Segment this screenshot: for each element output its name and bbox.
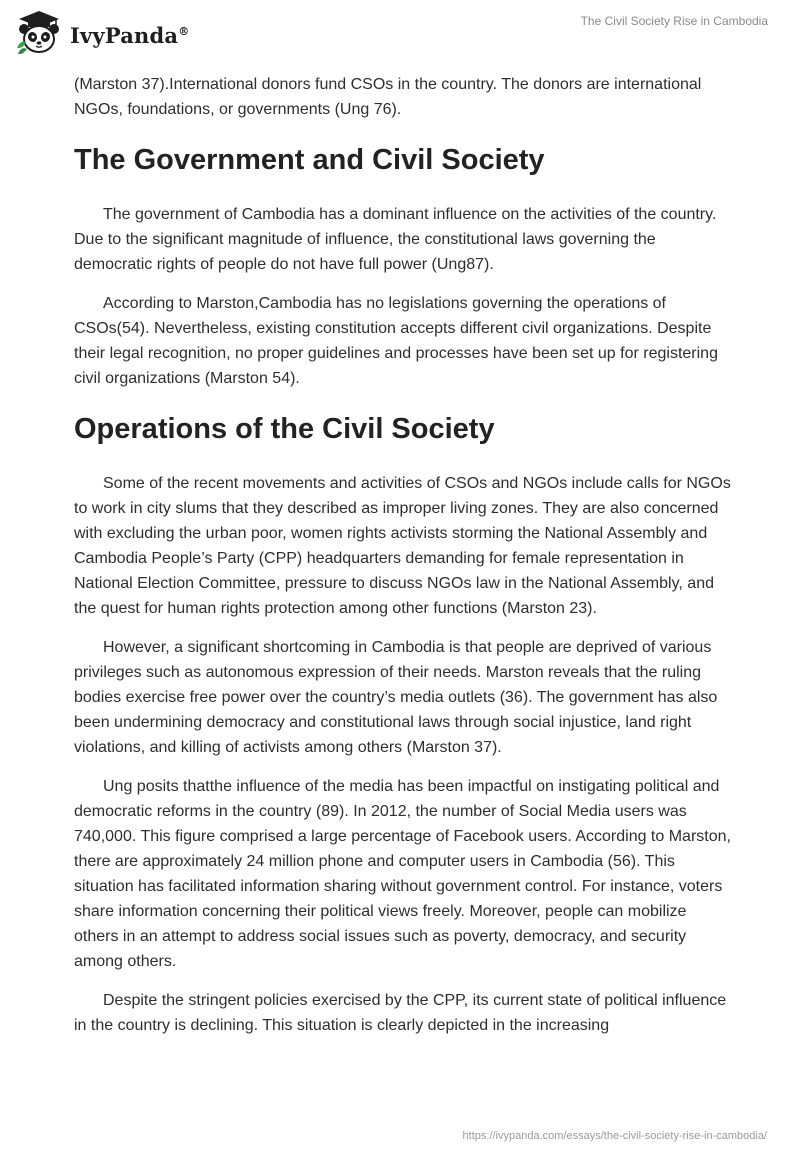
- paragraph: The government of Cambodia has a dominant influence on the activities of the country. Due to the significant magnitude of influence, the constitutional laws governing the democratic rights of people do not have full power (Ung87).: [74, 206, 717, 273]
- document-title: The Civil Society Rise in Cambodia: [580, 14, 768, 28]
- paragraph: According to Marston,Cambodia has no legislations governing the operations of CSOs(54). Nevertheless, existing constitution accepts different civil organizations. Despite their legal recognition, no proper guidelines and processes have been set up for registering civil organizations (Marston 54).: [74, 295, 718, 387]
- paragraph: Ung posits thatthe influence of the media has been impactful on instigating political and democratic reforms in the country (89). In 2012, the number of Social Media users was 740,000. This figure comprised a large percentage of Facebook users. According to Marston, there are approximately 24 million phone and computer users in Cambodia (56). This situation has facilitated information sharing without government control. For instance, voters share information concerning their political views freely. Moreover, people can mobilize others in an attempt to address social issues such as poverty, democracy, and security among others.: [74, 778, 731, 970]
- paragraph: Despite the stringent policies exercised by the CPP, its current state of political influence in the country is declining. This situation is clearly depicted in the increasing: [74, 992, 727, 1034]
- section-heading-government: The Government and Civil Society: [74, 144, 545, 176]
- panda-graduate-icon: [14, 8, 64, 58]
- brand-name: IvyPanda®: [70, 22, 190, 48]
- intro-paragraph: (Marston 37).International donors fund CSOs in the country. The donors are international NGOs, foundations, or governments (Ung 76).: [74, 76, 702, 118]
- paragraph: Some of the recent movements and activities of CSOs and NGOs include calls for NGOs to work in city slums that they described as improper living zones. They are also concerned with excluding the urban poor, women rights activists storming the National Assembly and Cambodia People’s Party (CPP) headquarters demanding for female representation in National Election Committee, pressure to discuss NGOs law in the National Assembly, and the quest for human rights protection among other functions (Marston 23).: [74, 475, 731, 617]
- ivypanda-logo[interactable]: [14, 8, 189, 58]
- source-url-link[interactable]: https://ivypanda.com/essays/the-civil-society-rise-in-cambodia/: [462, 1130, 767, 1142]
- paragraph: However, a significant shortcoming in Cambodia is that people are deprived of various privileges such as autonomous expression of their needs. Marston reveals that the ruling bodies exercise free power over the country’s media outlets (36). The government has also been undermining democracy and constitutional laws through social injustice, land right violations, and killing of activists among others (Marston 37).: [74, 639, 718, 756]
- page-header: [0, 0, 800, 70]
- article-body: [74, 72, 734, 1052]
- section-heading-operations: Operations of the Civil Society: [74, 413, 495, 445]
